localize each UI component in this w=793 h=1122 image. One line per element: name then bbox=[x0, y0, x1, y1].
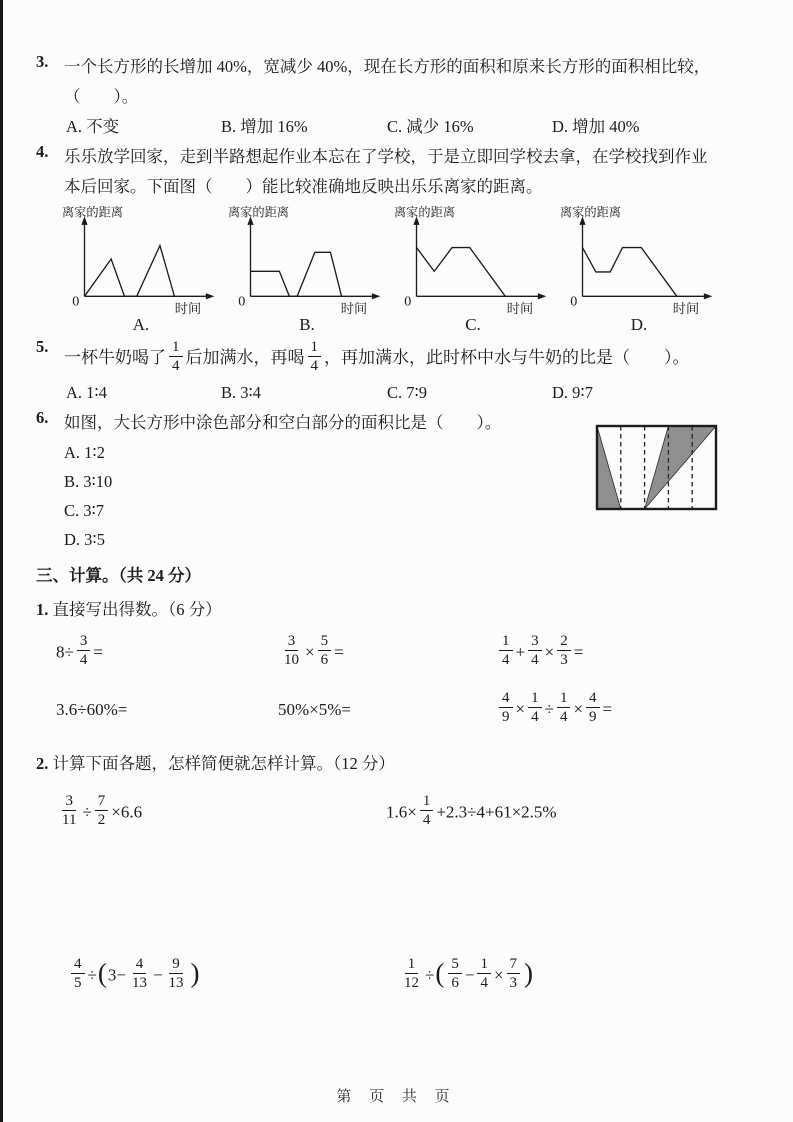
fraction: $\frac{4}{9}$ bbox=[586, 689, 600, 726]
fraction: $\frac{4}{13}$ bbox=[131, 956, 147, 992]
fraction: $\frac{5}{6}$ bbox=[318, 632, 332, 669]
distance-time-graph-b bbox=[226, 206, 388, 335]
option-c: C. 7∶9 bbox=[387, 383, 428, 403]
simplify-calc-row-2 bbox=[56, 957, 755, 994]
fraction: $\frac{3}{11}$ bbox=[62, 793, 77, 829]
svg-text:离家的距离: 离家的距离 bbox=[559, 206, 622, 220]
fraction: $\frac{1}{4}$ bbox=[477, 955, 491, 992]
distance-time-graph-a bbox=[60, 206, 222, 335]
scan-artifact-line bbox=[0, 0, 3, 1122]
section-3-part-2-label: 2. 计算下面各题，怎样简便就怎样计算。（12 分） bbox=[36, 754, 395, 774]
shaded-rectangle-figure bbox=[595, 424, 719, 517]
svg-text:离家的距离: 离家的距离 bbox=[227, 206, 290, 220]
question-4-number: 4. bbox=[36, 142, 49, 161]
calc-expression: $\frac{4}{9}$ × $\frac{1}{4}$ ÷ $\frac{1}{4}$ × $\frac{4}{9}$ = bbox=[496, 691, 755, 728]
question-5-text: 一杯牛奶喝了 $\frac{1}{4}$ 后加满水，再喝 $\frac{1}{4}$ ，再加满水，此时杯中水与牛奶的比是（ ）。 bbox=[64, 338, 690, 374]
question-4-text-line1: 乐乐放学回家，走到半路想起作业本忘在了学校，于是立即回学校去拿，在学校找到作业 bbox=[64, 147, 708, 166]
calc-expression: 3.6÷60%= bbox=[56, 700, 128, 720]
graph-d-label: D. bbox=[630, 315, 648, 334]
section-3-title: 三、计算。（共 24 分） bbox=[36, 566, 201, 586]
option-a: A. 不变 bbox=[66, 117, 120, 136]
fraction: $\frac{3}{4}$ bbox=[528, 632, 542, 669]
graph-b-label: B. bbox=[299, 315, 315, 334]
graph-a-label: A. bbox=[132, 315, 150, 334]
calc-expression: $\frac{4}{5}$ ÷(3− $\frac{4}{13}$ − $\frac{9}{13}$ ) bbox=[68, 957, 398, 994]
fraction: $\frac{1}{4}$ bbox=[308, 338, 322, 375]
question-4-graphs bbox=[60, 206, 755, 335]
svg-text:时间: 时间 bbox=[506, 301, 534, 317]
calc-expression: $\frac{1}{4}$ + $\frac{3}{4}$ × $\frac{2}{3}$ = bbox=[496, 634, 755, 671]
question-3-options bbox=[64, 112, 755, 142]
option-d: D. 增加 40% bbox=[552, 117, 640, 136]
svg-text:离家的距离: 离家的距离 bbox=[393, 206, 456, 220]
fraction: $\frac{1}{4}$ bbox=[169, 338, 183, 375]
fraction: $\frac{1}{4}$ bbox=[557, 689, 571, 726]
fraction: $\frac{1}{4}$ bbox=[499, 632, 513, 669]
distance-time-graph-c bbox=[392, 206, 554, 335]
graph-c-plot bbox=[392, 206, 554, 317]
question-5 bbox=[36, 337, 755, 408]
fraction: $\frac{3}{4}$ bbox=[77, 632, 91, 669]
mental-calc-row-2 bbox=[56, 691, 755, 728]
svg-text:时间: 时间 bbox=[672, 301, 700, 317]
fraction: $\frac{4}{9}$ bbox=[499, 689, 513, 726]
question-3 bbox=[36, 52, 755, 142]
mental-calc-row-1 bbox=[56, 634, 755, 671]
question-4 bbox=[36, 142, 755, 202]
question-4-text-line2: 本后回家。下面图（ ）能比较准确地反映出乐乐离家的距离。 bbox=[64, 177, 543, 196]
svg-text:0: 0 bbox=[570, 293, 578, 310]
svg-text:时间: 时间 bbox=[340, 301, 368, 317]
option-d: D. 9∶7 bbox=[552, 383, 593, 403]
fraction: $\frac{2}{3}$ bbox=[557, 632, 571, 669]
fraction: $\frac{9}{13}$ bbox=[168, 956, 184, 992]
question-5-number: 5. bbox=[36, 337, 49, 356]
svg-text:0: 0 bbox=[404, 293, 412, 310]
option-c: C. 3∶7 bbox=[64, 501, 105, 521]
question-3-text-line1: 一个长方形的长增加 40%，宽减少 40%，现在长方形的面积和原来长方形的面积相比较， bbox=[64, 57, 711, 76]
option-d: D. 3∶5 bbox=[64, 530, 105, 550]
part-2-number: 2. bbox=[36, 754, 49, 774]
part-1-number: 1. bbox=[36, 600, 49, 620]
working-space bbox=[36, 831, 755, 943]
graph-a-plot bbox=[60, 206, 222, 317]
option-a: A. 1∶2 bbox=[64, 443, 105, 463]
calc-expression: $\frac{3}{10}$ × $\frac{5}{6}$ = bbox=[278, 634, 496, 671]
question-3-number: 3. bbox=[36, 52, 49, 71]
graph-d-plot bbox=[558, 206, 720, 317]
option-b: B. 增加 16% bbox=[221, 117, 308, 136]
fraction: $\frac{7}{2}$ bbox=[95, 792, 109, 829]
fraction: $\frac{3}{10}$ bbox=[284, 633, 299, 669]
svg-text:离家的距离: 离家的距离 bbox=[61, 206, 124, 220]
calc-expression: $\frac{3}{11}$ ÷ $\frac{7}{2}$ ×6.6 bbox=[56, 794, 386, 831]
question-6-text: 如图，大长方形中涂色部分和空白部分的面积比是（ ）。 bbox=[64, 413, 502, 433]
fraction: $\frac{1}{4}$ bbox=[420, 792, 434, 829]
option-b: B. 3∶10 bbox=[64, 472, 113, 492]
svg-text:0: 0 bbox=[72, 293, 80, 310]
question-6 bbox=[36, 408, 755, 554]
section-3-part-1-label: 1. 直接写出得数。（6 分） bbox=[36, 600, 222, 620]
question-3-answer-blank: （ ）。 bbox=[64, 87, 139, 106]
fraction: $\frac{1}{4}$ bbox=[528, 689, 542, 726]
fraction: $\frac{1}{12}$ bbox=[404, 956, 419, 992]
simplify-calc-row-1 bbox=[56, 794, 755, 831]
question-6-number: 6. bbox=[36, 408, 49, 428]
calc-expression: 1.6× $\frac{1}{4}$ +2.3÷4+61×2.5% bbox=[386, 793, 557, 829]
page-footer: 第 页 共 页 bbox=[336, 1089, 457, 1105]
distance-time-graph-d bbox=[558, 206, 720, 335]
svg-text:时间: 时间 bbox=[174, 301, 202, 317]
question-5-options bbox=[64, 378, 755, 408]
option-a: A. 1∶4 bbox=[66, 383, 107, 403]
graph-c-label: C. bbox=[465, 315, 481, 334]
fraction: $\frac{4}{5}$ bbox=[71, 955, 85, 992]
fraction: $\frac{7}{3}$ bbox=[507, 955, 521, 992]
svg-text:0: 0 bbox=[238, 293, 246, 310]
fraction: $\frac{5}{6}$ bbox=[448, 955, 462, 992]
calc-expression: 8÷ $\frac{3}{4}$ = bbox=[56, 633, 103, 669]
option-c: C. 减少 16% bbox=[387, 117, 474, 136]
calc-expression: $\frac{1}{12}$ ÷( $\frac{5}{6}$ − $\frac{1}{4}$ × $\frac{7}{3}$ ) bbox=[398, 957, 755, 994]
graph-b-plot bbox=[226, 206, 388, 317]
option-b: B. 3∶4 bbox=[221, 383, 262, 403]
calc-expression: 50%×5%= bbox=[278, 700, 351, 720]
